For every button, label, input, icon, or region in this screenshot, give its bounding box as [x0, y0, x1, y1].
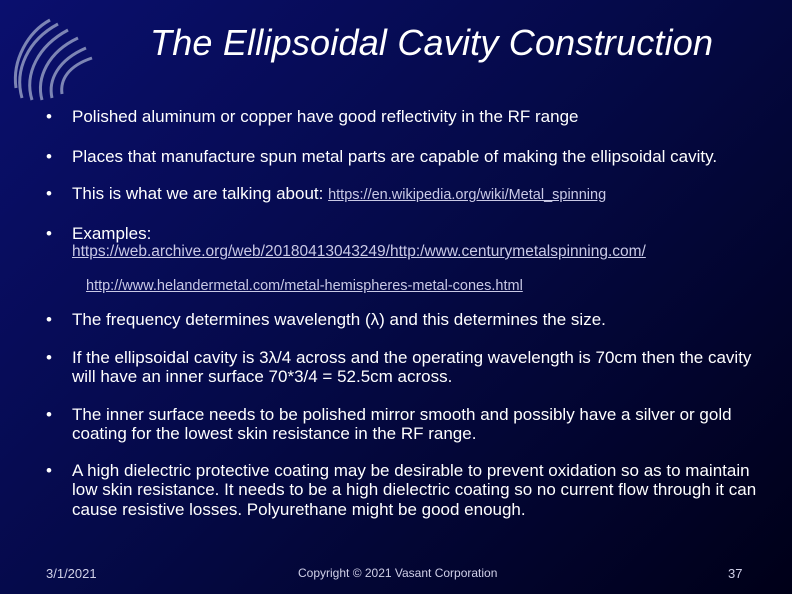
page-number: 37: [728, 566, 743, 581]
bullet-polish: • The inner surface needs to be polished mirror smooth and possibly have a silver or gold coating for the lowest skin resistance in the RF range.: [46, 405, 762, 444]
bullet-coating: • A high dielectric protective coating may be desirable to prevent oxidation so as to maintain low skin resistance. It needs to be a high dielectric coating so no current flow through it can cause resistive losses. Polyurethane might be good enough.: [46, 461, 762, 520]
bullet-reflectivity: • Polished aluminum or copper have good reflectivity in the RF range: [46, 107, 762, 127]
footer-date: 3/1/2021: [46, 566, 97, 581]
helander-link-row: [46, 278, 762, 294]
swirl-logo-icon: [8, 10, 100, 106]
bullet-manufacture: • Places that manufacture spun metal parts are capable of making the ellipsoidal cavity.: [46, 147, 762, 167]
bullet-examples: [46, 224, 762, 261]
bullet-metal-spinning: [46, 184, 762, 206]
bullet-wavelength-calc: • If the ellipsoidal cavity is 3λ/4 across and the operating wavelength is 70cm then the cavity will have an inner surface 70*3/4 = 52.5cm across.: [46, 348, 762, 387]
metal-spinning-link[interactable]: https://en.wikipedia.org/wiki/Metal_spinning: [328, 187, 607, 203]
bullet-examples-text: Examples:: [72, 223, 152, 243]
bullet-frequency: • The frequency determines wavelength (λ) and this determines the size.: [46, 310, 762, 330]
footer-copyright: Copyright © 2021 Vasant Corporation: [298, 566, 498, 580]
bullet-metal-spinning-text: This is what we are talking about:: [72, 184, 329, 203]
slide-title: The Ellipsoidal Cavity Construction: [150, 22, 714, 63]
helander-metal-link[interactable]: http://www.helandermetal.com/metal-hemispheres-metal-cones.html: [86, 278, 523, 294]
century-metal-link[interactable]: https://web.archive.org/web/20180413043249/http:/www.centurymetalspinning.com/: [72, 243, 646, 260]
bullet-list: [46, 107, 762, 519]
